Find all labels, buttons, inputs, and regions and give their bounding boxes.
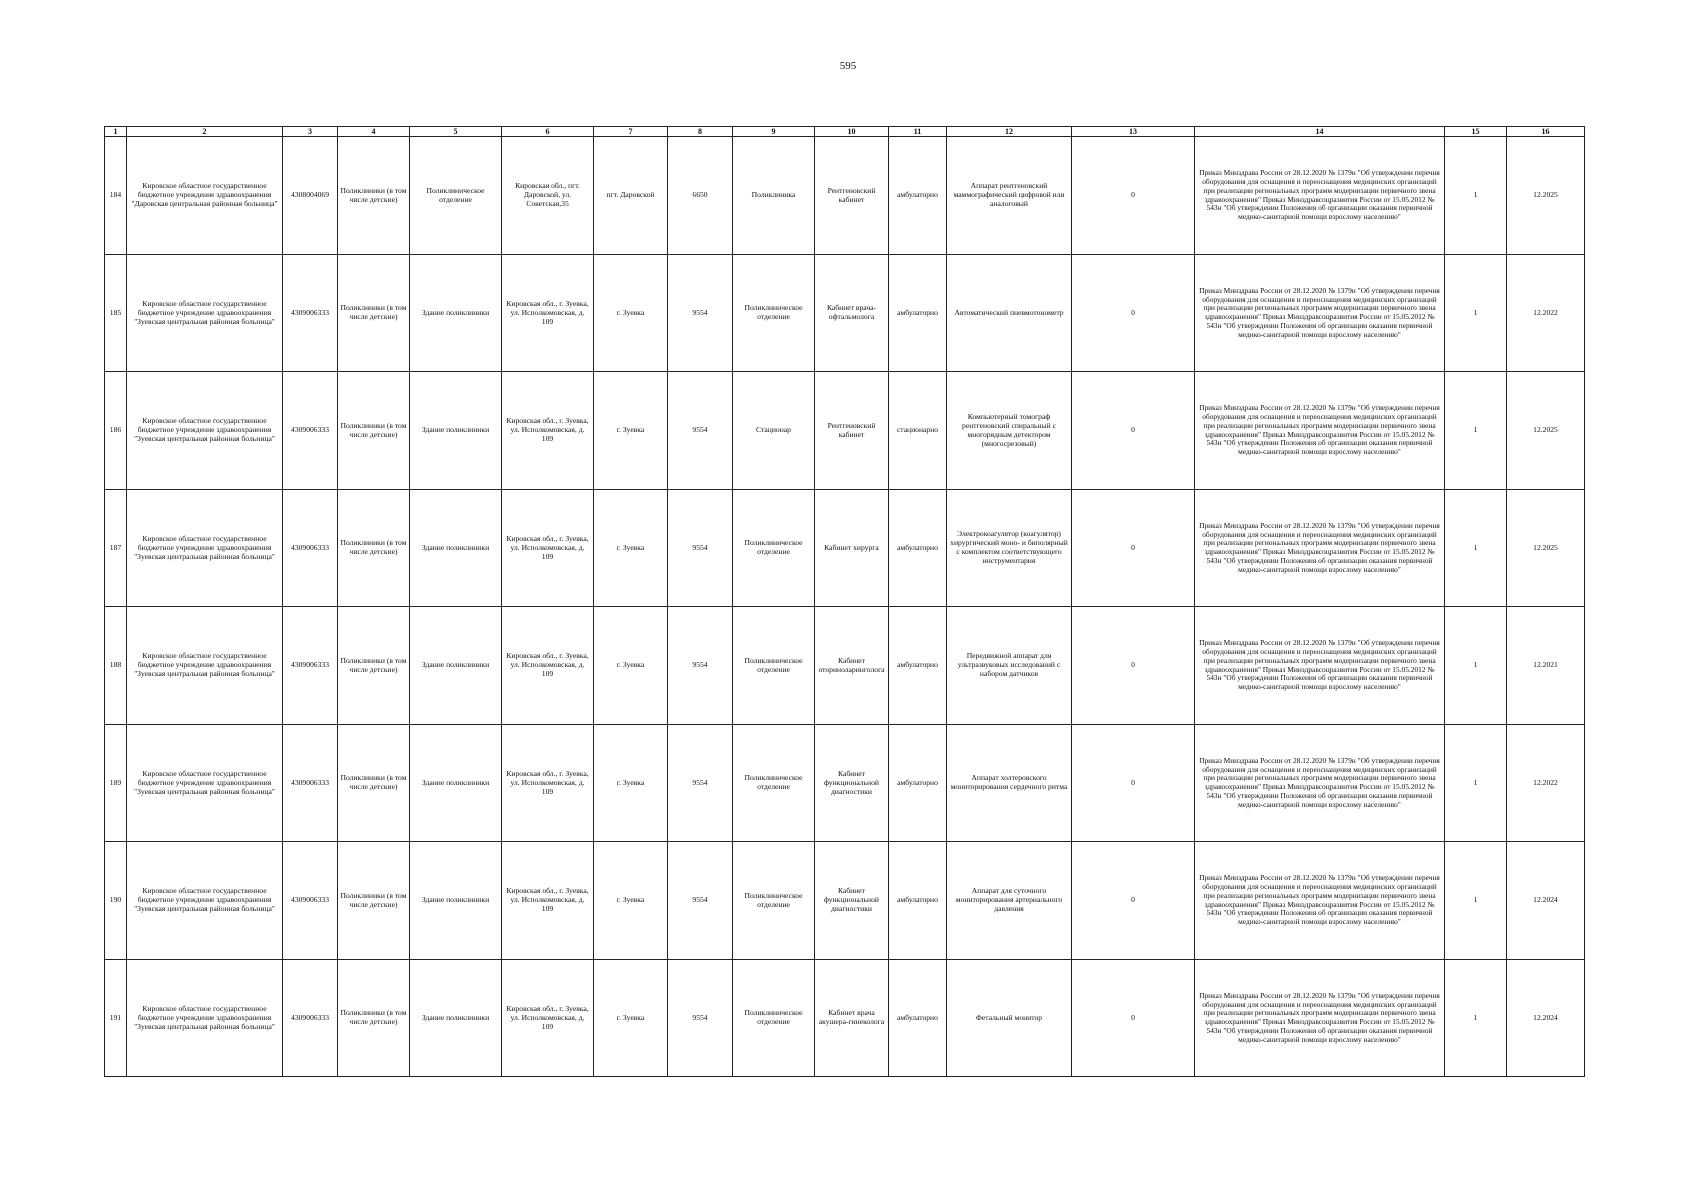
existing-count: 0: [1072, 137, 1195, 255]
locality: пгт. Даровской: [594, 137, 668, 255]
row-number: 189: [105, 724, 127, 842]
address: Кировская обл., г. Зуевка, ул. Исполкомовская, д. 109: [502, 959, 594, 1077]
cabinet: Рентгеновский кабинет: [815, 372, 889, 490]
population: 9554: [668, 724, 733, 842]
delivery-date: 12.2025: [1507, 137, 1585, 255]
care-mode: амбулаторно: [889, 254, 947, 372]
row-number: 191: [105, 959, 127, 1077]
table-row: [105, 724, 1585, 842]
address: Кировская обл., г. Зуевка, ул. Исполкомовская, д. 109: [502, 372, 594, 490]
care-mode: амбулаторно: [889, 959, 947, 1077]
department: Поликлиническое отделение: [733, 489, 815, 607]
organization-name: Кировское областное государственное бюджетное учреждение здравоохранения "Зуевская центральная районная больница": [127, 254, 283, 372]
column-header: 16: [1507, 127, 1585, 137]
population: 9554: [668, 607, 733, 725]
department: Поликлиническое отделение: [733, 842, 815, 960]
care-mode: амбулаторно: [889, 842, 947, 960]
subdivision: Здание поликлиники: [410, 842, 502, 960]
address: Кировская обл., г. Зуевка, ул. Исполкомовская, д. 109: [502, 724, 594, 842]
care-mode: амбулаторно: [889, 489, 947, 607]
locality: г. Зуевка: [594, 842, 668, 960]
column-header: 6: [502, 127, 594, 137]
quantity: 1: [1445, 372, 1507, 490]
row-number: 187: [105, 489, 127, 607]
population: 9554: [668, 489, 733, 607]
department: Поликлиническое отделение: [733, 959, 815, 1077]
address: Кировская обл., г. Зуевка, ул. Исполкомовская, д. 109: [502, 254, 594, 372]
column-header: 7: [594, 127, 668, 137]
department: Поликлиническое отделение: [733, 724, 815, 842]
column-header: 9: [733, 127, 815, 137]
table-row: [105, 607, 1585, 725]
column-header: 15: [1445, 127, 1507, 137]
page-number: 595: [839, 60, 857, 72]
department: Поликлиническое отделение: [733, 607, 815, 725]
locality: г. Зуевка: [594, 372, 668, 490]
organization-name: Кировское областное государственное бюджетное учреждение здравоохранения "Зуевская центральная районная больница": [127, 489, 283, 607]
locality: г. Зуевка: [594, 959, 668, 1077]
population: 9554: [668, 959, 733, 1077]
table-row: [105, 842, 1585, 960]
row-number: 184: [105, 137, 127, 255]
facility-type: Поликлиники (в том числе детские): [338, 254, 410, 372]
legal-basis: Приказ Минздрава России от 28.12.2020 № 1379н "Об утверждении перечня оборудования для оснащения и переоснащения медицинских организаций при реализации региональных программ модернизации первичного звена здравоохранения" Приказ Минздравсоцразвития России от 15.05.2012 № 543н "Об утверждении Положения об организации оказания первичной медико-санитарной помощи взрослому населению": [1195, 959, 1445, 1077]
facility-type: Поликлиники (в том числе детские): [338, 607, 410, 725]
equipment-name: Фетальный монитор: [947, 959, 1072, 1077]
delivery-date: 12.2025: [1507, 489, 1585, 607]
subdivision: Здание поликлиники: [410, 607, 502, 725]
organization-name: Кировское областное государственное бюджетное учреждение здравоохранения "Даровская центральная районная больница": [127, 137, 283, 255]
department: Поликлиника: [733, 137, 815, 255]
delivery-date: 12.2021: [1507, 607, 1585, 725]
delivery-date: 12.2024: [1507, 959, 1585, 1077]
inn-code: 4309006333: [283, 372, 338, 490]
inn-code: 4309006333: [283, 959, 338, 1077]
column-header: 14: [1195, 127, 1445, 137]
table-row: [105, 959, 1585, 1077]
existing-count: 0: [1072, 254, 1195, 372]
facility-type: Поликлиники (в том числе детские): [338, 724, 410, 842]
address: Кировская обл., пгт. Даровской, ул. Советская,35: [502, 137, 594, 255]
cabinet: Кабинет хирурга: [815, 489, 889, 607]
subdivision: Здание поликлиники: [410, 489, 502, 607]
address: Кировская обл., г. Зуевка, ул. Исполкомовская, д. 109: [502, 842, 594, 960]
column-header: 11: [889, 127, 947, 137]
delivery-date: 12.2022: [1507, 724, 1585, 842]
population: 6650: [668, 137, 733, 255]
organization-name: Кировское областное государственное бюджетное учреждение здравоохранения "Зуевская центральная районная больница": [127, 724, 283, 842]
inn-code: 4308004069: [283, 137, 338, 255]
care-mode: стационарно: [889, 372, 947, 490]
quantity: 1: [1445, 254, 1507, 372]
quantity: 1: [1445, 959, 1507, 1077]
delivery-date: 12.2024: [1507, 842, 1585, 960]
locality: г. Зуевка: [594, 254, 668, 372]
population: 9554: [668, 842, 733, 960]
existing-count: 0: [1072, 372, 1195, 490]
quantity: 1: [1445, 489, 1507, 607]
equipment-table: [104, 126, 1585, 1077]
organization-name: Кировское областное государственное бюджетное учреждение здравоохранения "Зуевская центральная районная больница": [127, 842, 283, 960]
population: 9554: [668, 372, 733, 490]
column-header: 2: [127, 127, 283, 137]
legal-basis: Приказ Минздрава России от 28.12.2020 № 1379н "Об утверждении перечня оборудования для оснащения и переоснащения медицинских организаций при реализации региональных программ модернизации первичного звена здравоохранения" Приказ Минздравсоцразвития России от 15.05.2012 № 543н "Об утверждении Положения об организации оказания первичной медико-санитарной помощи взрослому населению": [1195, 137, 1445, 255]
table-row: [105, 254, 1585, 372]
inn-code: 4309006333: [283, 489, 338, 607]
existing-count: 0: [1072, 842, 1195, 960]
table-row: [105, 372, 1585, 490]
inn-code: 4309006333: [283, 254, 338, 372]
legal-basis: Приказ Минздрава России от 28.12.2020 № 1379н "Об утверждении перечня оборудования для оснащения и переоснащения медицинских организаций при реализации региональных программ модернизации первичного звена здравоохранения" Приказ Минздравсоцразвития России от 15.05.2012 № 543н "Об утверждении Положения об организации оказания первичной медико-санитарной помощи взрослому населению": [1195, 372, 1445, 490]
care-mode: амбулаторно: [889, 137, 947, 255]
care-mode: амбулаторно: [889, 607, 947, 725]
column-header: 3: [283, 127, 338, 137]
facility-type: Поликлиники (в том числе детские): [338, 489, 410, 607]
equipment-name: Автоматический пневмотонометр: [947, 254, 1072, 372]
subdivision: Здание поликлиники: [410, 254, 502, 372]
legal-basis: Приказ Минздрава России от 28.12.2020 № 1379н "Об утверждении перечня оборудования для оснащения и переоснащения медицинских организаций при реализации региональных программ модернизации первичного звена здравоохранения" Приказ Минздравсоцразвития России от 15.05.2012 № 543н "Об утверждении Положения об организации оказания первичной медико-санитарной помощи взрослому населению": [1195, 254, 1445, 372]
cabinet: Кабинет врача акушера-гинеколога: [815, 959, 889, 1077]
facility-type: Поликлиники (в том числе детские): [338, 372, 410, 490]
existing-count: 0: [1072, 607, 1195, 725]
inn-code: 4309006333: [283, 842, 338, 960]
subdivision: Здание поликлиники: [410, 372, 502, 490]
cabinet: Рентгеновский кабинет: [815, 137, 889, 255]
subdivision: Здание поликлиники: [410, 724, 502, 842]
cabinet: Кабинет оториноларинголога: [815, 607, 889, 725]
inn-code: 4309006333: [283, 607, 338, 725]
equipment-name: Передвижной аппарат для ультразвуковых исследований с набором датчиков: [947, 607, 1072, 725]
cabinet: Кабинет функциональной диагностики: [815, 842, 889, 960]
column-header: 1: [105, 127, 127, 137]
quantity: 1: [1445, 607, 1507, 725]
delivery-date: 12.2025: [1507, 372, 1585, 490]
column-header: 8: [668, 127, 733, 137]
facility-type: Поликлиники (в том числе детские): [338, 959, 410, 1077]
column-header: 13: [1072, 127, 1195, 137]
subdivision: Поликлиническое отделение: [410, 137, 502, 255]
department: Поликлиническое отделение: [733, 254, 815, 372]
subdivision: Здание поликлиники: [410, 959, 502, 1077]
population: 9554: [668, 254, 733, 372]
row-number: 185: [105, 254, 127, 372]
equipment-name: Аппарат рентгеновский маммографический цифровой или аналоговый: [947, 137, 1072, 255]
column-header: 5: [410, 127, 502, 137]
quantity: 1: [1445, 724, 1507, 842]
column-header: 12: [947, 127, 1072, 137]
legal-basis: Приказ Минздрава России от 28.12.2020 № 1379н "Об утверждении перечня оборудования для оснащения и переоснащения медицинских организаций при реализации региональных программ модернизации первичного звена здравоохранения" Приказ Минздравсоцразвития России от 15.05.2012 № 543н "Об утверждении Положения об организации оказания первичной медико-санитарной помощи взрослому населению": [1195, 489, 1445, 607]
legal-basis: Приказ Минздрава России от 28.12.2020 № 1379н "Об утверждении перечня оборудования для оснащения и переоснащения медицинских организаций при реализации региональных программ модернизации первичного звена здравоохранения" Приказ Минздравсоцразвития России от 15.05.2012 № 543н "Об утверждении Положения об организации оказания первичной медико-санитарной помощи взрослому населению": [1195, 724, 1445, 842]
existing-count: 0: [1072, 489, 1195, 607]
existing-count: 0: [1072, 959, 1195, 1077]
row-number: 186: [105, 372, 127, 490]
equipment-name: Аппарат холтеровского мониторирования сердечного ритма: [947, 724, 1072, 842]
facility-type: Поликлиники (в том числе детские): [338, 137, 410, 255]
care-mode: амбулаторно: [889, 724, 947, 842]
organization-name: Кировское областное государственное бюджетное учреждение здравоохранения "Зуевская центральная районная больница": [127, 372, 283, 490]
address: Кировская обл., г. Зуевка, ул. Исполкомовская, д. 109: [502, 489, 594, 607]
quantity: 1: [1445, 842, 1507, 960]
row-number: 190: [105, 842, 127, 960]
legal-basis: Приказ Минздрава России от 28.12.2020 № 1379н "Об утверждении перечня оборудования для оснащения и переоснащения медицинских организаций при реализации региональных программ модернизации первичного звена здравоохранения" Приказ Минздравсоцразвития России от 15.05.2012 № 543н "Об утверждении Положения об организации оказания первичной медико-санитарной помощи взрослому населению": [1195, 607, 1445, 725]
quantity: 1: [1445, 137, 1507, 255]
facility-type: Поликлиники (в том числе детские): [338, 842, 410, 960]
department: Стационар: [733, 372, 815, 490]
column-number-row: [105, 127, 1585, 137]
inn-code: 4309006333: [283, 724, 338, 842]
cabinet: Кабинет врача-офтальмолога: [815, 254, 889, 372]
row-number: 188: [105, 607, 127, 725]
cabinet: Кабинет функциональной диагностики: [815, 724, 889, 842]
locality: г. Зуевка: [594, 607, 668, 725]
legal-basis: Приказ Минздрава России от 28.12.2020 № 1379н "Об утверждении перечня оборудования для оснащения и переоснащения медицинских организаций при реализации региональных программ модернизации первичного звена здравоохранения" Приказ Минздравсоцразвития России от 15.05.2012 № 543н "Об утверждении Положения об организации оказания первичной медико-санитарной помощи взрослому населению": [1195, 842, 1445, 960]
column-header: 10: [815, 127, 889, 137]
equipment-name: Электрокоагулятор (коагулятор) хирургический моно- и биполярный с комплектом соответствующего инструментария: [947, 489, 1072, 607]
equipment-name: Компьютерный томограф рентгеновский спиральный с многорядным детектором (многосрезовый): [947, 372, 1072, 490]
delivery-date: 12.2022: [1507, 254, 1585, 372]
equipment-name: Аппарат для суточного мониторирования артериального давления: [947, 842, 1072, 960]
organization-name: Кировское областное государственное бюджетное учреждение здравоохранения "Зуевская центральная районная больница": [127, 607, 283, 725]
organization-name: Кировское областное государственное бюджетное учреждение здравоохранения "Зуевская центральная районная больница": [127, 959, 283, 1077]
table-row: [105, 489, 1585, 607]
locality: г. Зуевка: [594, 489, 668, 607]
existing-count: 0: [1072, 724, 1195, 842]
table-row: [105, 137, 1585, 255]
column-header: 4: [338, 127, 410, 137]
address: Кировская обл., г. Зуевка, ул. Исполкомовская, д. 109: [502, 607, 594, 725]
locality: г. Зуевка: [594, 724, 668, 842]
